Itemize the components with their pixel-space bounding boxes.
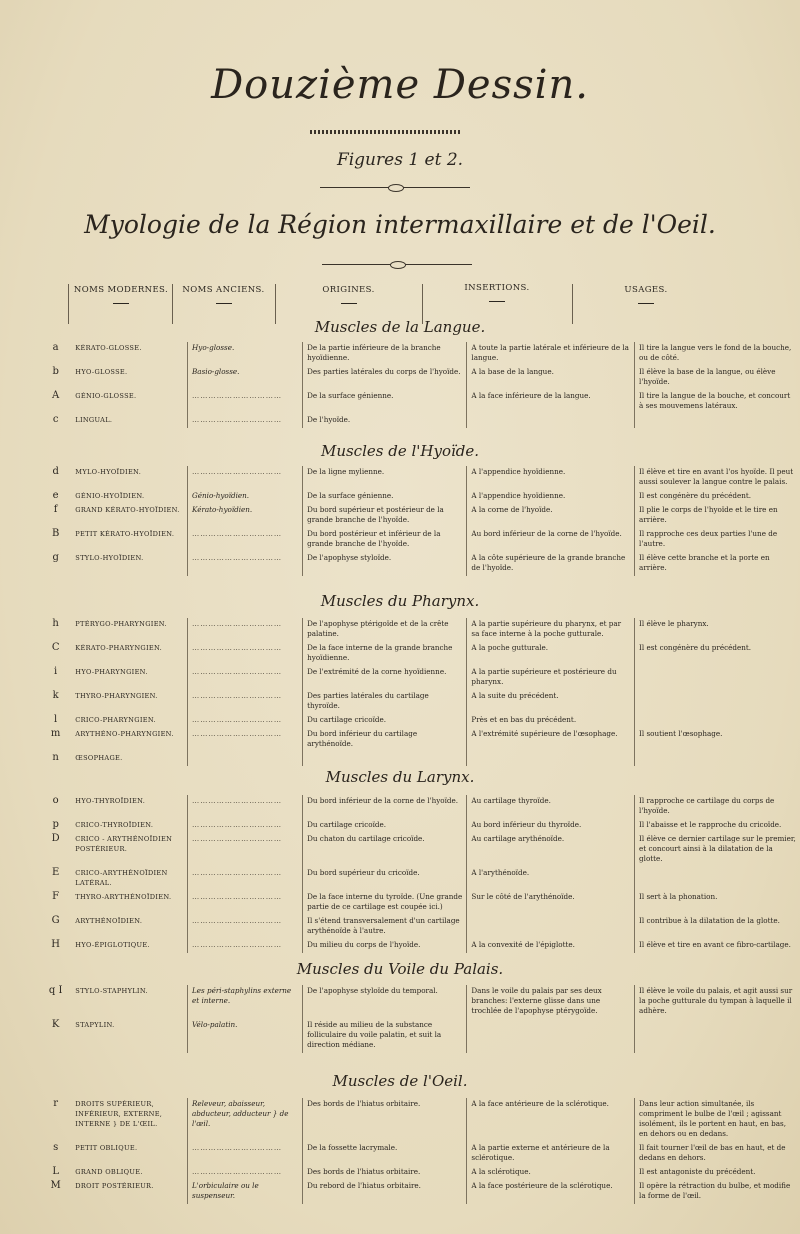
table-row [40, 342, 800, 366]
table-row [40, 690, 800, 714]
insertion-cell: A la face antérieure de la sclérotique. [467, 1098, 635, 1142]
insertion-cell: A la partie supérieure et postérieure du pharynx. [467, 666, 635, 690]
origin-cell: Du chaton du cartilage cricoïde. [303, 833, 467, 867]
modern-name: ARYTHÉNO-PHARYNGIEN. [75, 730, 174, 738]
usage-cell: Il fait tourner l'œil de bas en haut, et de dedans en dehors. [635, 1142, 800, 1166]
usage-cell [635, 690, 800, 714]
ancient-name: …………………………… [188, 690, 303, 714]
insertion-cell: A l'arythénoïde. [467, 867, 635, 891]
table-row [40, 833, 800, 867]
header-modern: NOMS MODERNES. [70, 285, 172, 304]
insertion-cell: A l'appendice hyoïdienne. [467, 466, 635, 490]
modern-name: MYLO-HYOÏDIEN. [75, 468, 142, 476]
ancient-name: …………………………… [188, 666, 303, 690]
modern-name: GÉNIO-GLOSSE. [75, 392, 137, 400]
page-title: Douzième Dessin. [211, 62, 589, 108]
origin-cell: De l'apophyse styloïde. [303, 552, 467, 576]
usage-cell: Il rapproche ce cartilage du corps de l'hyoïde. [635, 795, 800, 819]
usage-cell: Il élève et tire en avant l'os hyoïde. Il peut aussi soulever la langue contre le palais. [635, 466, 800, 490]
header-origins: ORIGINES. [275, 285, 422, 304]
table-row [40, 915, 800, 939]
row-letter: n [52, 752, 59, 763]
table-row [40, 490, 800, 504]
ancient-name: …………………………… [188, 819, 303, 833]
modern-name: PETIT KÉRATO-HYOÏDIEN. [75, 530, 175, 538]
origin-cell: De la fossette lacrymale. [303, 1142, 467, 1166]
modern-name: LINGUAL. [75, 416, 113, 424]
insertion-cell [467, 752, 635, 766]
modern-name: PTÉRYGO-PHARYNGIEN. [75, 620, 167, 628]
ancient-name: Hyo-glosse. [188, 342, 303, 366]
ancient-name: Kérato-hyoïdien. [188, 504, 303, 528]
modern-name: HYO-THYROÏDIEN. [75, 797, 146, 805]
modern-name: KÉRATO-PHARYNGIEN. [75, 644, 163, 652]
table-row [40, 891, 800, 915]
muscle-table [40, 618, 800, 766]
row-letter: B [51, 528, 60, 539]
table-row [40, 728, 800, 752]
insertion-cell: Près et en bas du précédent. [467, 714, 635, 728]
row-letter: C [51, 642, 60, 653]
insertion-cell: A toute la partie latérale et inférieure de la langue. [467, 342, 635, 366]
origin-cell: Du bord supérieur du cricoïde. [303, 867, 467, 891]
origin-cell: Des parties latérales du corps de l'hyoïde. [303, 366, 467, 390]
modern-name: GRAND OBLIQUE. [75, 1168, 143, 1176]
usage-cell: Il contribue à la dilatation de la glotte. [635, 915, 800, 939]
origin-cell: De l'hyoïde. [303, 414, 467, 428]
ornamental-rule [322, 264, 472, 265]
ancient-name: …………………………… [188, 642, 303, 666]
usage-cell: Il élève la base de la langue, ou élève l'hyoïde. [635, 366, 800, 390]
insertion-cell: A la convexité de l'épiglotte. [467, 939, 635, 953]
insertion-cell: Dans le voile du palais par ses deux branches: l'externe glisse dans une trochlée de l'apophyse ptérygoïde. [467, 985, 635, 1019]
modern-name: CRICO-ARYTHÉNOÏDIEN LATÉRAL. [75, 869, 168, 887]
row-letter: F [52, 891, 60, 902]
muscle-table [40, 985, 800, 1053]
ancient-name: L'orbiculaire ou le suspenseur. [188, 1180, 303, 1204]
origin-cell: Du cartilage cricoïde. [303, 819, 467, 833]
usage-cell [635, 1019, 800, 1053]
insertion-cell: A l'appendice hyoïdienne. [467, 490, 635, 504]
modern-name: CRICO - ARYTHÉNOÏDIEN POSTÉRIEUR. [75, 835, 173, 853]
insertion-cell: A la corne de l'hyoïde. [467, 504, 635, 528]
row-letter: h [52, 618, 59, 629]
origin-cell: De la surface génienne. [303, 390, 467, 414]
table-row [40, 1166, 800, 1180]
table-row [40, 1142, 800, 1166]
ancient-name: …………………………… [188, 1142, 303, 1166]
row-letter: E [51, 867, 60, 878]
row-letter: H [51, 939, 60, 950]
insertion-cell: Au bord inférieur du thyroïde. [467, 819, 635, 833]
modern-name: PETIT OBLIQUE. [75, 1144, 138, 1152]
origin-cell: Du bord supérieur et postérieur de la grande branche de l'hyoïde. [303, 504, 467, 528]
table-row [40, 795, 800, 819]
usage-cell: Il l'abaisse et le rapproche du cricoïde. [635, 819, 800, 833]
table-row [40, 390, 800, 414]
origin-cell: Il réside au milieu de la substance folliculaire du voile palatin, et suit la direction médiane. [303, 1019, 467, 1053]
header-ancient: NOMS ANCIENS. [172, 285, 275, 304]
usage-cell: Il est antagoniste du précédent. [635, 1166, 800, 1180]
row-letter: m [50, 728, 61, 739]
table-row [40, 618, 800, 642]
ancient-name: …………………………… [188, 867, 303, 891]
table-row [40, 366, 800, 390]
usage-cell [635, 752, 800, 766]
ancient-name: Génio-hyoïdien. [188, 490, 303, 504]
section-title: Muscles du Larynx. [325, 768, 475, 786]
modern-name: KÉRATO-GLOSSE. [75, 344, 142, 352]
modern-name: STYLO-STAPHYLIN. [75, 987, 148, 995]
insertion-cell [467, 1019, 635, 1053]
usage-cell: Il rapproche ces deux parties l'une de l'autre. [635, 528, 800, 552]
insertion-cell: A la côte supérieure de la grande branche de l'hyoïde. [467, 552, 635, 576]
row-letter: a [52, 342, 59, 353]
origin-cell: Des parties latérales du cartilage thyroïde. [303, 690, 467, 714]
ancient-name: …………………………… [188, 939, 303, 953]
insertion-cell [467, 414, 635, 428]
table-row [40, 552, 800, 576]
modern-name: ARYTHÉNOÏDIEN. [75, 917, 143, 925]
table-row [40, 666, 800, 690]
row-letter: f [53, 504, 58, 515]
modern-name: ŒSOPHAGE. [75, 754, 123, 762]
figures-caption: Figures 1 et 2. [336, 150, 464, 170]
title-rule [310, 130, 460, 134]
row-letter: g [52, 552, 59, 563]
ancient-name: …………………………… [188, 714, 303, 728]
ancient-name: …………………………… [188, 466, 303, 490]
insertion-cell: A la face inférieure de la langue. [467, 390, 635, 414]
usage-cell: Il élève le pharynx. [635, 618, 800, 642]
usage-cell: Il tire la langue de la bouche, et concourt à ses mouvemens latéraux. [635, 390, 800, 414]
row-letter: r [53, 1098, 59, 1109]
insertion-cell: A la partie externe et antérieure de la sclérotique. [467, 1142, 635, 1166]
origin-cell [303, 752, 467, 766]
usage-cell: Il sert à la phonation. [635, 891, 800, 915]
muscle-table [40, 466, 800, 576]
row-letter: q I [48, 985, 63, 996]
usage-cell [635, 414, 800, 428]
section-title: Muscles de l'Oeil. [332, 1072, 468, 1090]
usage-cell: Il soutient l'œsophage. [635, 728, 800, 752]
ancient-name: …………………………… [188, 1166, 303, 1180]
table-row [40, 642, 800, 666]
insertion-cell: A la poche gutturale. [467, 642, 635, 666]
insertion-cell: A la suite du précédent. [467, 690, 635, 714]
ancient-name: Basio-glosse. [188, 366, 303, 390]
insertion-cell [467, 915, 635, 939]
modern-name: HYO-GLOSSE. [75, 368, 128, 376]
row-letter: L [52, 1166, 59, 1177]
modern-name: THYRO-ARYTHÉNOÏDIEN. [75, 893, 172, 901]
row-letter: G [51, 915, 60, 926]
ancient-name: …………………………… [188, 915, 303, 939]
origin-cell: Du bord postérieur et inférieur de la grande branche de l'hyoïde. [303, 528, 467, 552]
table-row [40, 752, 800, 766]
row-letter: K [51, 1019, 60, 1030]
origin-cell: De la ligne mylienne. [303, 466, 467, 490]
insertion-cell: A l'extrémité supérieure de l'œsophage. [467, 728, 635, 752]
row-letter: k [52, 690, 59, 701]
insertion-cell: Au cartilage arythénoïde. [467, 833, 635, 867]
modern-name: STYLO-HYOÏDIEN. [75, 554, 144, 562]
ancient-name: …………………………… [188, 390, 303, 414]
origin-cell: Du bord inférieur du cartilage arythénoïde. [303, 728, 467, 752]
modern-name: CRICO-PHARYNGIEN. [75, 716, 156, 724]
table-row [40, 466, 800, 490]
section-title: Muscles du Voile du Palais. [296, 960, 504, 978]
section-title: Muscles du Pharynx. [320, 592, 480, 610]
section-title: Muscles de l'Hyoïde. [320, 442, 480, 460]
table-row [40, 1019, 800, 1053]
origin-cell: Du cartilage cricoïde. [303, 714, 467, 728]
row-letter: i [54, 666, 58, 677]
table-row [40, 528, 800, 552]
ancient-name: Vélo-palatin. [188, 1019, 303, 1053]
modern-name: DROIT POSTÉRIEUR. [75, 1182, 154, 1190]
ancient-name: …………………………… [188, 528, 303, 552]
usage-cell [635, 666, 800, 690]
insertion-cell: Sur le côté de l'arythénoïde. [467, 891, 635, 915]
table-row [40, 867, 800, 891]
usage-cell: Il est congénère du précédent. [635, 490, 800, 504]
row-letter: D [51, 833, 60, 844]
origin-cell: Il s'étend transversalement d'un cartilage arythénoïde à l'autre. [303, 915, 467, 939]
ancient-name: Releveur, abaisseur, abducteur, adducteur } de l'œil. [188, 1098, 303, 1142]
origin-cell: De l'extrémité de la corne hyoïdienne. [303, 666, 467, 690]
ancient-name: …………………………… [188, 618, 303, 642]
table-row [40, 714, 800, 728]
origin-cell: Des bords de l'hiatus orbitaire. [303, 1098, 467, 1142]
usage-cell: Il plie le corps de l'hyoïde et le tire en arrière. [635, 504, 800, 528]
table-row [40, 504, 800, 528]
header-usages: USAGES. [572, 285, 720, 304]
usage-cell: Il élève ce dernier cartilage sur le premier, et concourt ainsi à la dilatation de la glotte. [635, 833, 800, 867]
insertion-cell: A la base de la langue. [467, 366, 635, 390]
usage-cell [635, 714, 800, 728]
row-letter: b [52, 366, 59, 377]
row-letter: o [52, 795, 59, 806]
origin-cell: De la face interne du tyroïde. (Une grande partie de ce cartilage est coupée ici.) [303, 891, 467, 915]
origin-cell: Du bord inférieur de la corne de l'hyoïde. [303, 795, 467, 819]
insertion-cell: Au cartilage thyroïde. [467, 795, 635, 819]
usage-cell: Il tire la langue vers le fond de la bouche, ou de côté. [635, 342, 800, 366]
modern-name: STAPYLIN. [75, 1021, 115, 1029]
origin-cell: Du rebord de l'hiatus orbitaire. [303, 1180, 467, 1204]
row-letter: l [54, 714, 58, 725]
insertion-cell: A la partie supérieure du pharynx, et par sa face interne à la poche gutturale. [467, 618, 635, 642]
usage-cell: Il opère la rétraction du bulbe, et modifie la forme de l'œil. [635, 1180, 800, 1204]
insertion-cell: Au bord inférieur de la corne de l'hyoïde. [467, 528, 635, 552]
ancient-name [188, 752, 303, 766]
table-row [40, 939, 800, 953]
row-letter: M [50, 1180, 61, 1191]
row-letter: p [52, 819, 59, 830]
origin-cell: De la face interne de la grande branche hyoïdienne. [303, 642, 467, 666]
origin-cell: Du milieu du corps de l'hyoïde. [303, 939, 467, 953]
origin-cell: De l'apophyse styloïde du temporal. [303, 985, 467, 1019]
usage-cell: Il élève cette branche et la porte en arrière. [635, 552, 800, 576]
section-title: Muscles de la Langue. [314, 318, 486, 336]
row-letter: A [52, 390, 60, 401]
row-letter: s [53, 1142, 59, 1153]
origin-cell: De l'apophyse ptérigoïde et de la crête palatine. [303, 618, 467, 642]
table-row [40, 1098, 800, 1142]
muscle-table [40, 342, 800, 428]
insertion-cell: A la sclérotique. [467, 1166, 635, 1180]
ancient-name: …………………………… [188, 552, 303, 576]
table-row [40, 819, 800, 833]
modern-name: CRICO-THYROÏDIEN. [75, 821, 154, 829]
plate-subtitle: Myologie de la Région intermaxillaire et de l'Oeil. [84, 210, 716, 239]
ancient-name: …………………………… [188, 728, 303, 752]
ancient-name: Les péri-staphylins externe et interne. [188, 985, 303, 1019]
table-row [40, 985, 800, 1019]
modern-name: DROITS SUPÉRIEUR, INFÉRIEUR, EXTERNE, INTERNE } DE L'ŒIL. [75, 1100, 163, 1128]
ancient-name: …………………………… [188, 414, 303, 428]
ornamental-rule [320, 187, 470, 188]
modern-name: GRAND KÉRATO-HYOÏDIEN. [75, 506, 180, 514]
insertion-cell: A la face postérieure de la sclérotique. [467, 1180, 635, 1204]
origin-cell: De la partie inférieure de la branche hyoïdienne. [303, 342, 467, 366]
row-letter: c [52, 414, 59, 425]
muscle-table [40, 1098, 800, 1204]
usage-cell: Il élève et tire en avant ce fibro-cartilage. [635, 939, 800, 953]
ancient-name: …………………………… [188, 891, 303, 915]
modern-name: HYO-ÉPIGLOTIQUE. [75, 941, 150, 949]
muscle-table [40, 795, 800, 953]
row-letter: d [52, 466, 59, 477]
modern-name: THYRO-PHARYNGIEN. [75, 692, 158, 700]
ancient-name: …………………………… [188, 795, 303, 819]
modern-name: HYO-PHARYNGIEN. [75, 668, 148, 676]
row-letter: e [52, 490, 59, 501]
header-insertions: INSERTIONS. [422, 283, 572, 302]
origin-cell: Des bords de l'hiatus orbitaire. [303, 1166, 467, 1180]
usage-cell: Il est congénère du précédent. [635, 642, 800, 666]
usage-cell [635, 867, 800, 891]
usage-cell: Dans leur action simultanée, ils compriment le bulbe de l'œil ; agissant isolément, ils le portent en haut, en bas, en dehors ou en dedans. [635, 1098, 800, 1142]
table-row [40, 414, 800, 428]
ancient-name: …………………………… [188, 833, 303, 867]
table-row [40, 1180, 800, 1204]
modern-name: GÉNIO-HYOÏDIEN. [75, 492, 145, 500]
usage-cell: Il élève le voile du palais, et agit aussi sur la poche gutturale du tympan à laquelle il adhère. [635, 985, 800, 1019]
origin-cell: De la surface génienne. [303, 490, 467, 504]
